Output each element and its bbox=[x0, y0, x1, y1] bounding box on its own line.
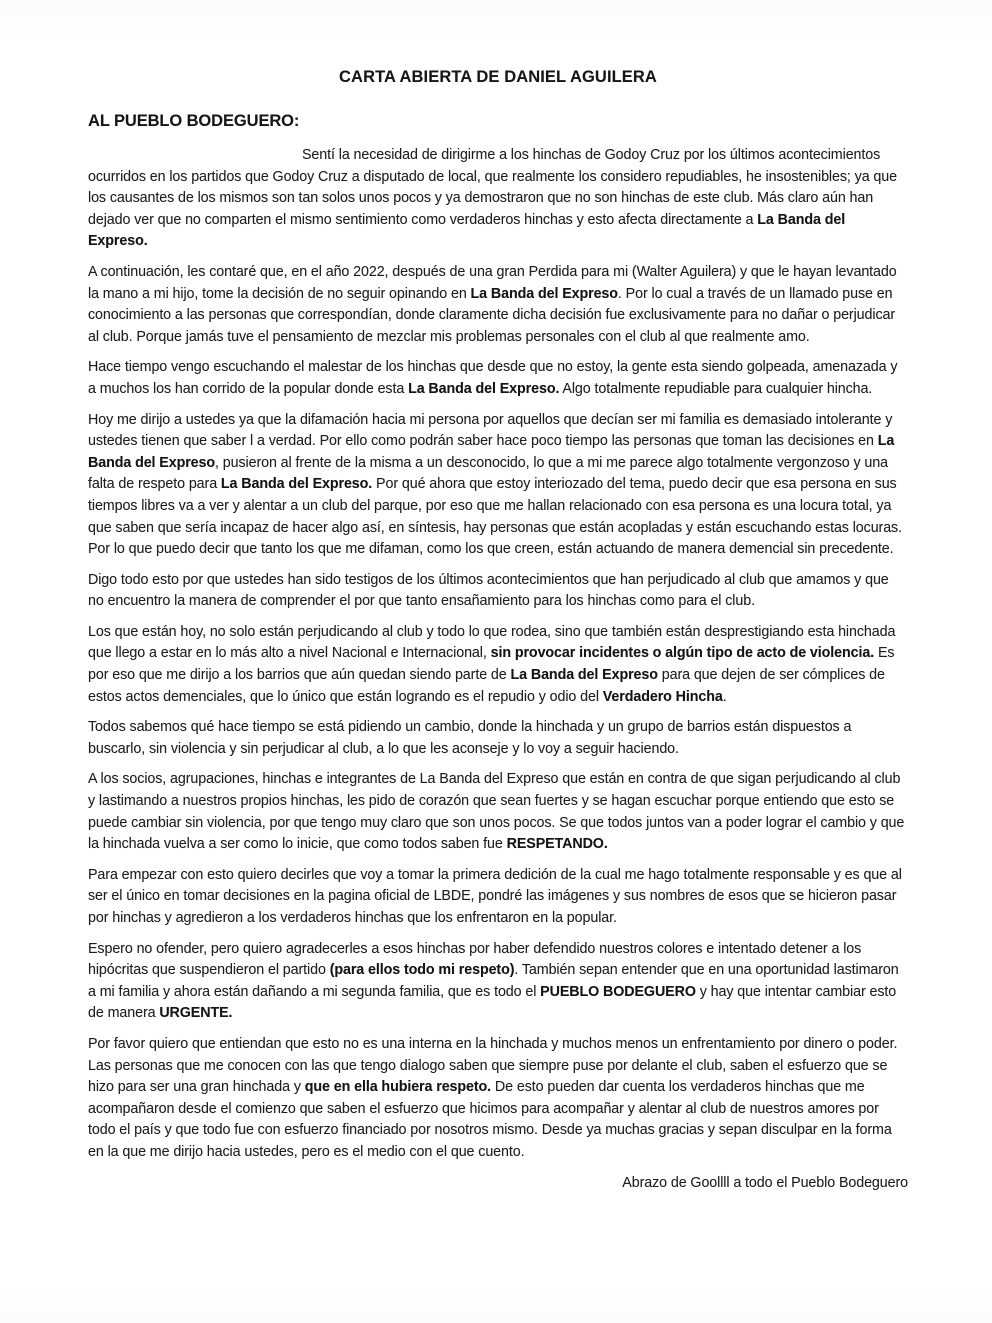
bold-text-run: La Banda del Expreso. bbox=[220, 476, 373, 493]
text-run: Digo todo esto por que ustedes han sido testigos de los últimos acontecimientos que han perjudicado al club que amamos y que no encuentro la manera de comprender el por que tanto ensañamiento para los hinchas como para el club. bbox=[88, 571, 889, 610]
paragraph bbox=[88, 622, 908, 708]
letter-salutation: AL PUEBLO BODEGUERO: bbox=[88, 112, 300, 130]
text-run: A continuación, les contaré que, en el año 2022, después de una gran Perdida para mi (Walter Aguilera) y que le hayan levantado la mano a mi hijo, tome la decisión de no seguir opinando en bbox=[88, 263, 897, 302]
bold-text-run: (para ellos todo mi respeto) bbox=[329, 962, 515, 979]
text-run: Por favor quiero que entiendan que esto no es una interna en la hinchada y muchos menos un enfrentamiento por dinero o poder. Las personas que me conocen con las que tengo dialogo saben que siempre puse por delante el club, saben el esfuerzo que se hizo para ser una gran hinchada y bbox=[88, 1035, 898, 1096]
text-run: Los que están hoy, no solo están perjudicando al club y todo lo que rodea, sino que también están desprestigiando esta hinchada que llego a estar en lo más alto a nivel Nacional e Internacional, bbox=[88, 623, 896, 662]
paragraph bbox=[88, 1034, 908, 1164]
text-run: Es por eso que me dirijo a los barrios que aún quedan siendo parte de bbox=[88, 645, 895, 684]
letter-signature: Abrazo de Goollll a todo el Pueblo Bodeguero bbox=[622, 1174, 908, 1191]
text-run: A los socios, agrupaciones, hinchas e integrantes de La Banda del Expreso que están en contra de que sigan perjudicando al club y lastimando a nuestros propios hinchas, les pido de corazón que sean fuertes y se hagan escuchar porque entiendo que esto se puede cambiar sin violencia, por que tengo muy claro que son unos pocos. Se que todos juntos van a poder lograr el cambio y que la hinchada vuelva a ser como lo inicie, que como todos saben fue bbox=[88, 771, 905, 853]
bold-text-run: URGENTE. bbox=[159, 1005, 233, 1022]
bold-text-run: RESPETANDO. bbox=[506, 836, 608, 853]
bold-text-run: PUEBLO BODEGUERO bbox=[540, 983, 696, 1000]
bold-text-run: que en ella hubiera respeto. bbox=[304, 1079, 492, 1096]
text-run: Para empezar con esto quiero decirles que voy a tomar la primera dedición de la cual me hago totalmente responsable y es que al ser el único en tomar decisiones en la pagina oficial de LBDE, pondré las imágenes y sus nombres de esos que se hicieron pasar por hinchas y agredieron a los verdaderos hinchas que los enfrentaron en la popular. bbox=[88, 866, 902, 926]
text-run: De esto pueden dar cuenta los verdaderos hinchas que me acompañaron desde el comienzo que saben el esfuerzo que hicimos para acompañar y alentar al club de nuestros amores por todo el país y que todo fue con esfuerzo financiado por nosotros mismo. Desde ya muchas gracias y sepan disculpar en la forma en la que me dirijo hacia ustedes, pero es el medio con el que cuento. bbox=[88, 1079, 892, 1160]
text-run: Hoy me dirijo a ustedes ya que la difamación hacia mi persona por aquellos que decían ser mi familia es demasiado intolerante y ustedes tienen que saber l a verdad. Por ello como podrán saber hace poco tiempo las personas que toman las decisiones en bbox=[88, 411, 893, 450]
text-run: . Por lo cual a través de un llamado puse en conocimiento a las personas que correspondían, donde claramente dicha decisión fue exclusivamente para no dañar o perjudicar al club. Porque jamás tuve el pensamiento de mezclar mis problemas personales con el club al que realmente amo. bbox=[88, 285, 895, 345]
letter-body bbox=[88, 145, 908, 1164]
bold-text-run: La Banda del Expreso bbox=[470, 285, 618, 302]
text-run: Todos sabemos qué hace tiempo se está pidiendo un cambio, donde la hinchada y un grupo de barrios están dispuestos a buscarlo, sin violencia y sin perjudicar al club, a lo que les aconseje y lo voy a seguir haciendo. bbox=[88, 719, 852, 757]
bold-text-run: La Banda del Expreso. bbox=[408, 380, 560, 397]
bold-text-run: La Banda del Expreso. bbox=[88, 211, 846, 250]
paragraph bbox=[88, 717, 908, 760]
bold-text-run: Verdadero Hincha bbox=[602, 688, 723, 705]
paragraph bbox=[88, 865, 908, 930]
text-run: . bbox=[722, 688, 727, 705]
text-run: Espero no ofender, pero quiero agradecerles a esos hinchas por haber defendido nuestros colores e intentado detener a los hipócritas que suspendieron el partido bbox=[88, 940, 862, 979]
text-run: y hay que intentar cambiar esto de manera bbox=[88, 983, 897, 1022]
paragraph bbox=[88, 769, 908, 855]
text-run: Algo totalmente repudiable para cualquier hincha. bbox=[559, 380, 873, 397]
bold-text-run: La Banda del Expreso bbox=[88, 433, 895, 471]
paragraph bbox=[88, 939, 908, 1025]
text-run: Por qué ahora que estoy interiozado del tema, puedo decir que esa persona en sus tiempos libres va a ver y alentar a un club del parque, por eso que me hallan relacionado con esa persona es una locura total, ya que saben que sería incapaz de hacer algo así, en síntesis, hay personas que están acopladas y están escuchando estas locuras. Por lo que puedo decir que tanto los que me difaman, como los que creen, están actuando de manera demencial sin precedente. bbox=[88, 476, 902, 558]
paragraph bbox=[88, 410, 908, 561]
letter-title: CARTA ABIERTA DE DANIEL AGUILERA bbox=[339, 68, 657, 86]
text-run: , pusieron al frente de la misma a un desconocido, lo que a mi me parece algo totalmente vergonzoso y una falta de respeto para bbox=[88, 454, 888, 493]
text-run: . También sepan entender que en una oportunidad lastimaron a mi familia y ahora están dañando a mi segunda familia, que es todo el bbox=[88, 962, 899, 1000]
text-run: Hace tiempo vengo escuchando el malestar de los hinchas que desde que no estoy, la gente esta siendo golpeada, amenazada y a muchos los han corrido de la popular donde esta bbox=[88, 359, 898, 397]
bold-text-run: La Banda del Expreso bbox=[510, 667, 658, 684]
paragraph bbox=[88, 262, 908, 348]
paragraph bbox=[88, 145, 908, 253]
paragraph bbox=[88, 357, 908, 400]
text-run: para que dejen de ser cómplices de estos actos demenciales, que lo único que están logrando es el repudio y odio del bbox=[88, 667, 885, 705]
bold-text-run: sin provocar incidentes o algún tipo de acto de violencia. bbox=[490, 645, 875, 662]
text-run: Sentí la necesidad de dirigirme a los hinchas de Godoy Cruz por los últimos acontecimientos ocurridos en los partidos que Godoy Cruz a disputado de local, que realmente los considero repudiables, he insostenibles; ya que los causantes de los mismos son tan solos unos pocos y ya demostraron que no son hinchas de este club. Más claro aún han dejado ver que no comparten el mismo sentimiento como verdaderos hinchas y esto afecta directamente a bbox=[88, 147, 897, 228]
paragraph bbox=[88, 570, 908, 613]
